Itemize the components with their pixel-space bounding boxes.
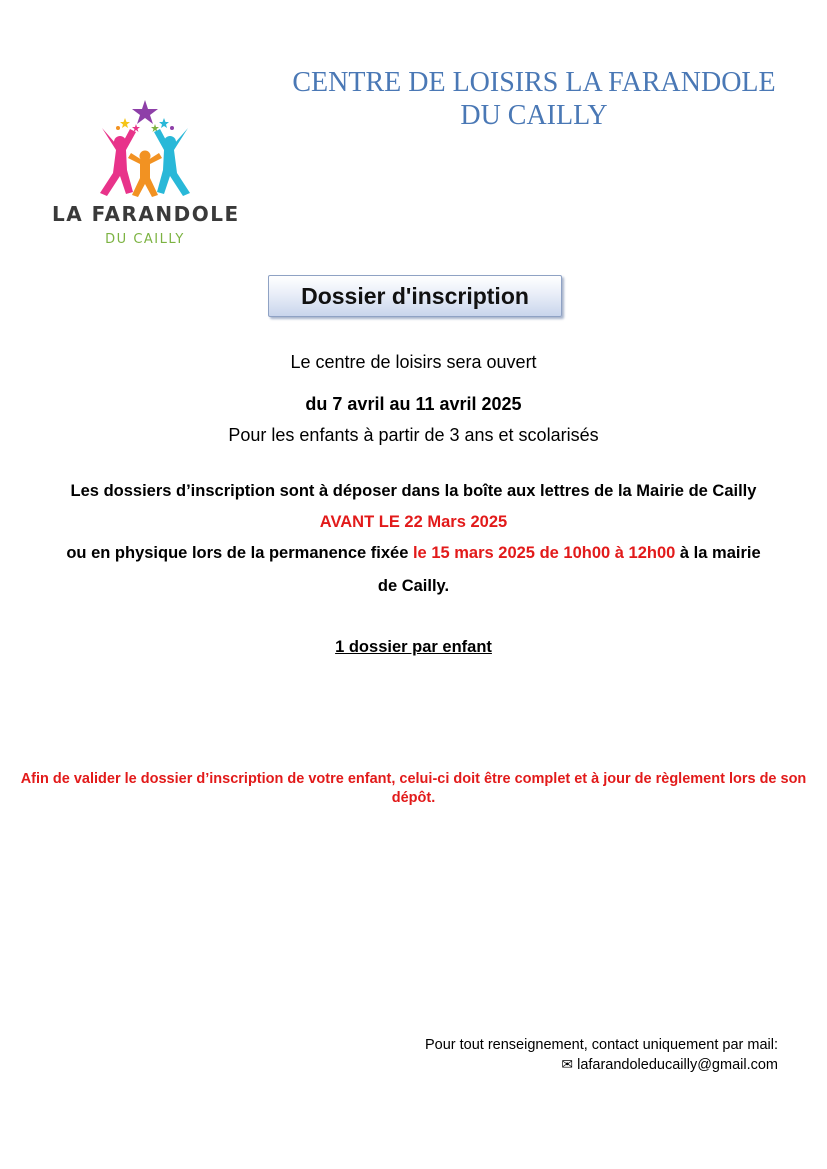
contact-email-line [278,1057,778,1073]
physical-deposit-prefix: ou en physique lors de la permanence fixée [66,544,413,562]
physical-deposit-place: de Cailly. [377,577,450,595]
deposit-instructions: Les dossiers d’inscription sont à déposer dans la boîte aux lettres de la Mairie de Cailly [70,482,757,500]
organization-title-line1: CENTRE DE LOISIRS LA FARANDOLE [292,67,776,98]
validation-note: Afin de valider le dossier d’inscription de votre enfant, celui-ci doit être complet et à jour de règlement lors de son dépôt. [20,771,807,806]
farandole-figures-icon [80,98,210,198]
physical-deposit-line [0,544,827,563]
logo-text-sub: DU CAILLY [105,232,185,247]
opening-dates: du 7 avril au 11 avril 2025 [305,394,522,414]
organization-title [270,66,798,132]
document-title: Dossier d'inscription [301,282,529,309]
envelope-icon: ✉ [561,1057,574,1073]
deadline-text: AVANT LE 22 Mars 2025 [319,513,508,531]
permanence-date: le 15 mars 2025 de 10h00 à 12h00 [412,544,676,562]
contact-email[interactable]: lafarandoleducailly@gmail.com [577,1057,778,1073]
opening-intro: Le centre de loisirs sera ouvert [290,352,537,372]
organization-title-line2: DU CAILLY [460,100,608,131]
physical-deposit-suffix: à la mairie [675,544,761,562]
logo [52,98,238,254]
per-child-notice: 1 dossier par enfant [335,638,492,656]
audience-text: Pour les enfants à partir de 3 ans et scolarisés [228,425,599,445]
contact-label: Pour tout renseignement, contact uniquement par mail: [424,1037,778,1053]
logo-text-main: LA FARANDOLE [52,202,240,226]
document-title-box [268,275,562,317]
